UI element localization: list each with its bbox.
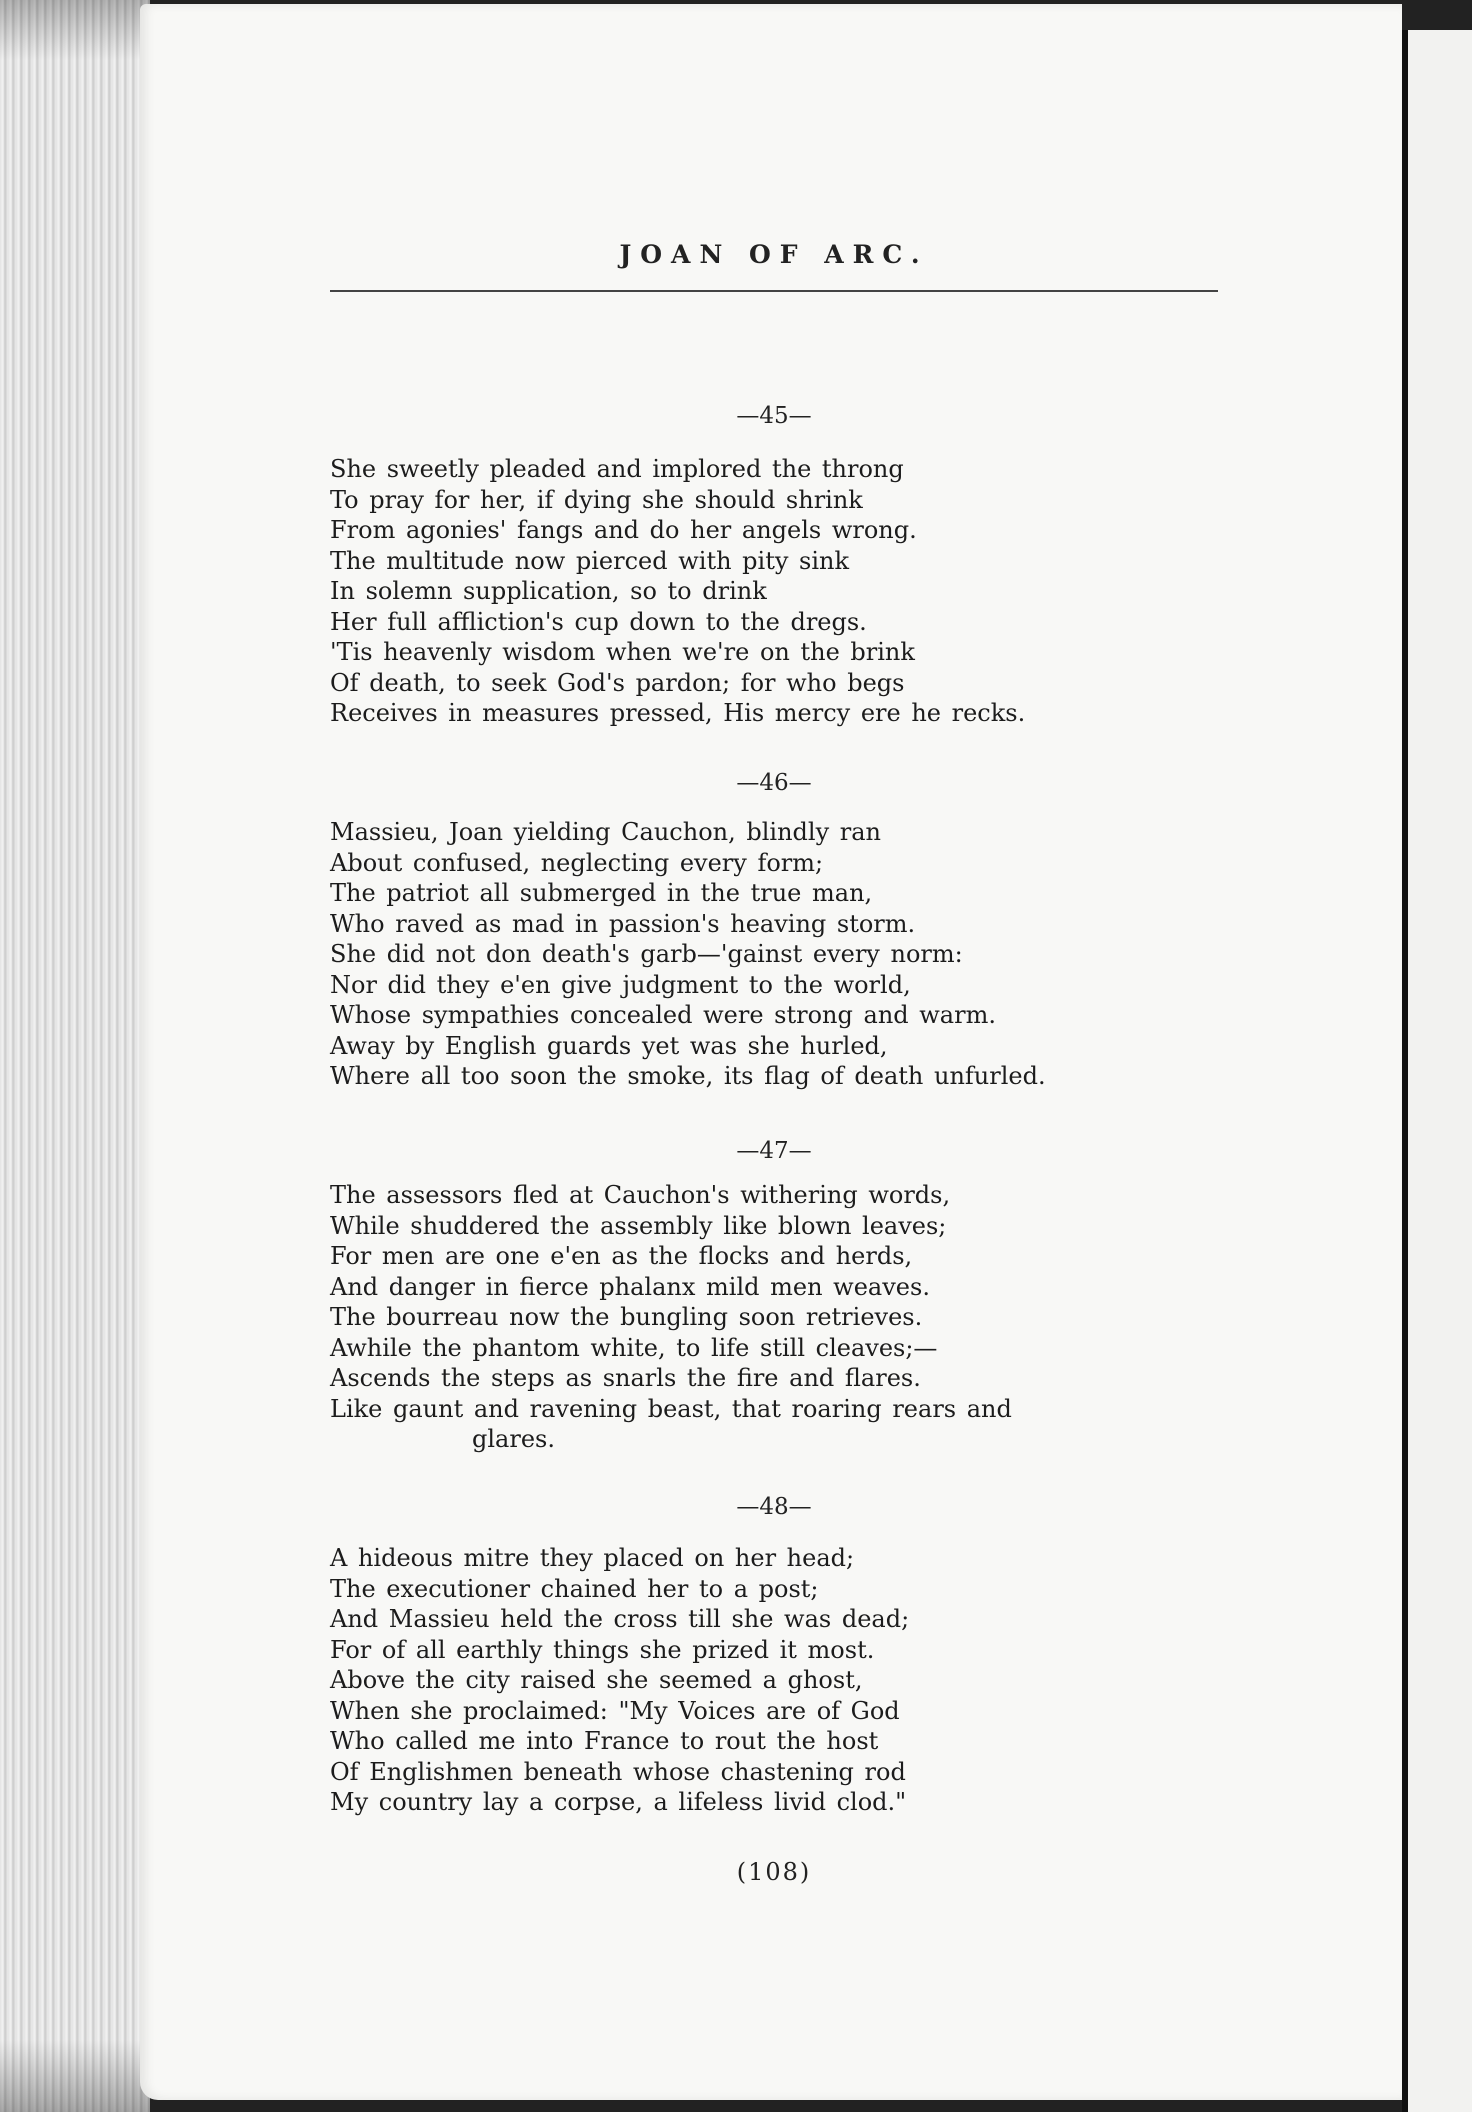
verse-line: The assessors fled at Cauchon's withering words, bbox=[330, 1181, 951, 1209]
page-number: (108) bbox=[736, 1858, 812, 1886]
verse-line: While shuddered the assembly like blown leaves; bbox=[330, 1211, 947, 1240]
stanza-number-48: —48— bbox=[736, 1494, 812, 1520]
verse-line: Like gaunt and ravening beast, that roaring rears and bbox=[330, 1394, 1012, 1423]
verse-line: A hideous mitre they placed on her head; bbox=[330, 1544, 855, 1572]
verse-line: Where all too soon the smoke, its flag of death unfurled. bbox=[330, 1062, 1046, 1090]
verse-line: Away by English guards yet was she hurled, bbox=[330, 1031, 888, 1060]
verse-line: Nor did they e'en give judgment to the world, bbox=[330, 970, 911, 999]
stanza-48 bbox=[330, 1543, 1230, 1818]
stanza-number-47: —47— bbox=[736, 1138, 812, 1164]
verse-line: In solemn supplication, so to drink bbox=[330, 577, 767, 605]
verse-line: Of Englishmen beneath whose chastening rod bbox=[330, 1757, 906, 1786]
stanza-45 bbox=[330, 454, 1230, 729]
verse-line: And danger in fierce phalanx mild men weaves. bbox=[330, 1272, 930, 1301]
stanza-47 bbox=[330, 1180, 1230, 1455]
verse-line: The patriot all submerged in the true man, bbox=[330, 879, 873, 907]
facing-page-edge bbox=[1402, 30, 1472, 2112]
verse-line: For of all earthly things she prized it most. bbox=[330, 1635, 875, 1664]
verse-line: Whose sympathies concealed were strong and warm. bbox=[330, 1001, 996, 1029]
verse-line: For men are one e'en as the flocks and herds, bbox=[330, 1242, 913, 1270]
stacked-page-edges bbox=[0, 0, 150, 2112]
stanza-46 bbox=[330, 817, 1230, 1092]
stanza-number-45: —45— bbox=[736, 403, 812, 429]
verse-line: From agonies' fangs and do her angels wrong. bbox=[330, 516, 917, 544]
header-rule bbox=[330, 290, 1218, 292]
verse-line: When she proclaimed: "My Voices are of God bbox=[330, 1696, 900, 1725]
verse-line: Massieu, Joan yielding Cauchon, blindly ran bbox=[330, 818, 882, 846]
stanza-number-46: —46— bbox=[736, 770, 812, 796]
verse-line-continuation: glares. bbox=[472, 1425, 555, 1453]
running-head: JOAN OF ARC. bbox=[619, 240, 929, 269]
verse-line: Ascends the steps as snarls the fire and flares. bbox=[330, 1364, 921, 1392]
verse-line: My country lay a corpse, a lifeless livid clod." bbox=[330, 1788, 907, 1816]
verse-line: 'Tis heavenly wisdom when we're on the brink bbox=[330, 638, 915, 666]
verse-line: Awhile the phantom white, to life still cleaves;— bbox=[330, 1333, 938, 1362]
verse-line: The bourreau now the bungling soon retrieves. bbox=[330, 1303, 923, 1331]
verse-line: Above the city raised she seemed a ghost, bbox=[330, 1666, 863, 1694]
verse-line: She did not don death's garb—'gainst every norm: bbox=[330, 940, 963, 968]
verse-line: About confused, neglecting every form; bbox=[330, 848, 824, 877]
verse-line: She sweetly pleaded and implored the throng bbox=[330, 455, 904, 483]
verse-line: Receives in measures pressed, His mercy ere he recks. bbox=[330, 699, 1026, 727]
verse-line: Of death, to seek God's pardon; for who begs bbox=[330, 668, 905, 697]
verse-line: The multitude now pierced with pity sink bbox=[330, 546, 850, 575]
verse-line: And Massieu held the cross till she was dead; bbox=[330, 1605, 910, 1633]
verse-line: Who called me into France to rout the host bbox=[330, 1727, 879, 1755]
verse-line: To pray for her, if dying she should shrink bbox=[330, 485, 863, 514]
verse-line: Her full affliction's cup down to the dregs. bbox=[330, 607, 867, 636]
verse-line: The executioner chained her to a post; bbox=[330, 1574, 819, 1603]
verse-line: Who raved as mad in passion's heaving storm. bbox=[330, 909, 916, 938]
